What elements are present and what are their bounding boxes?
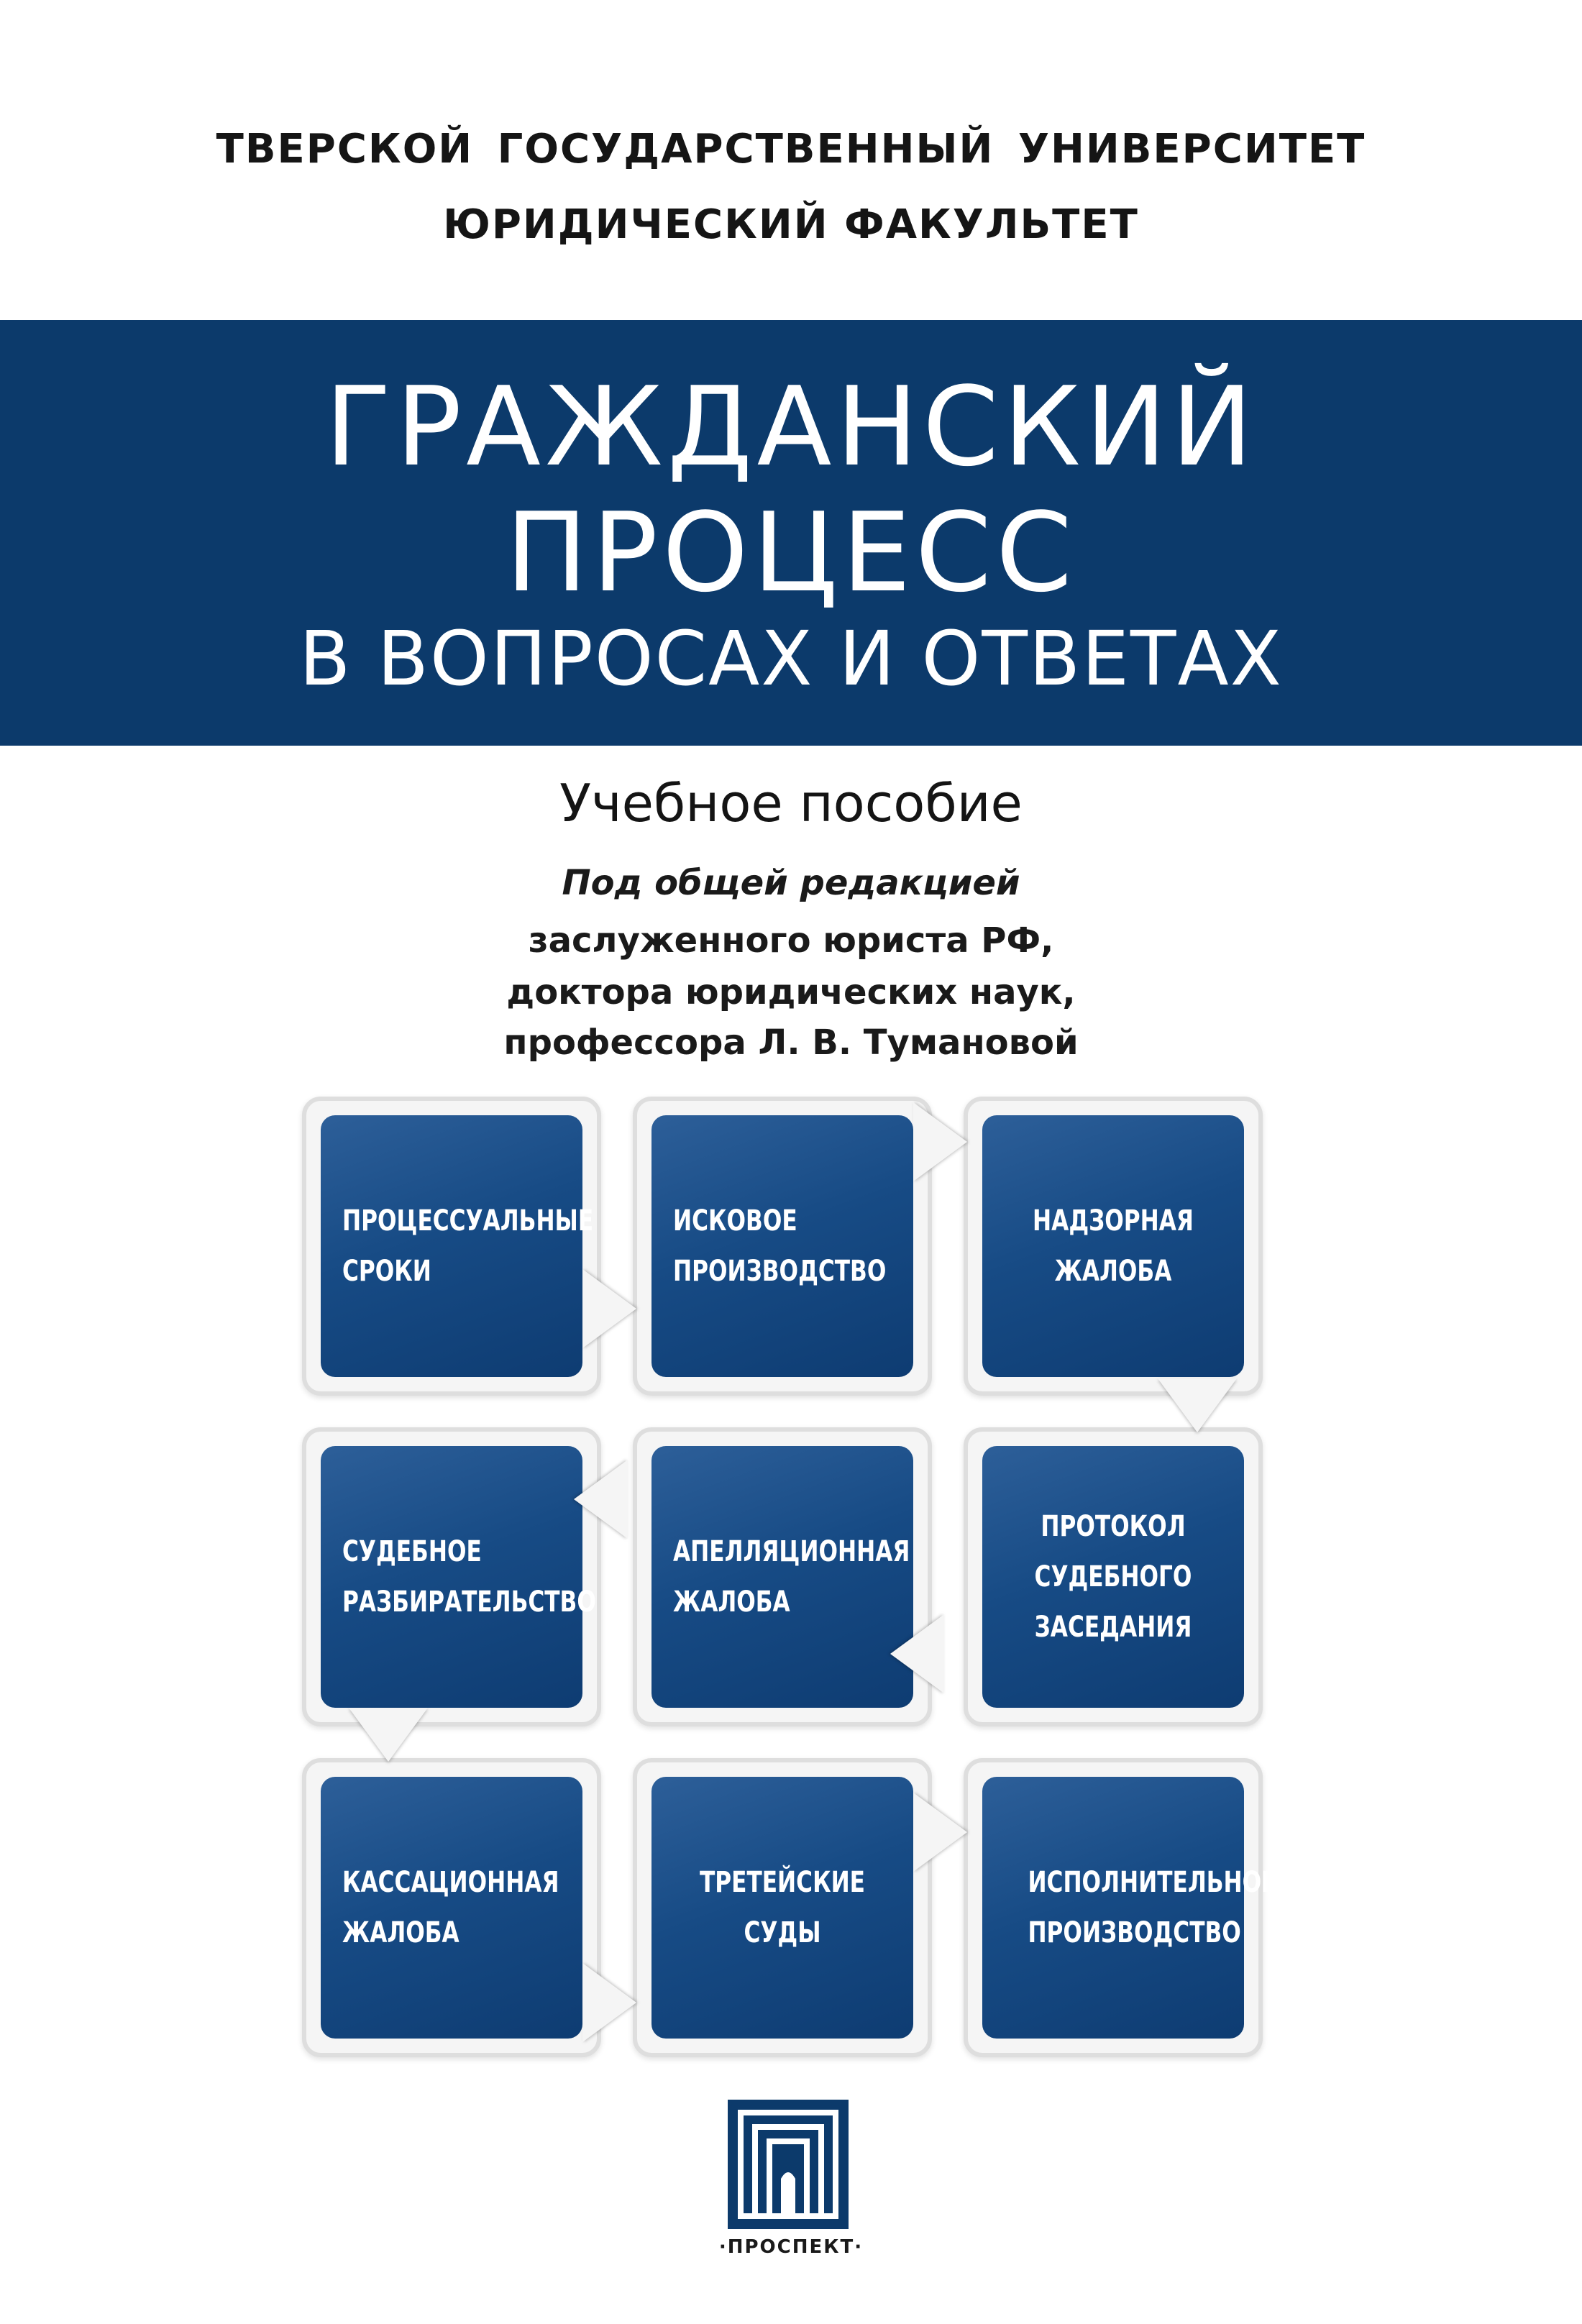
topic-label-line: ТРЕТЕЙСКИЕ СУДЫ	[699, 1866, 866, 1949]
topic-label-line: ИСПОЛНИТЕЛЬНОЕ	[1028, 1866, 1277, 1899]
topic-tile	[633, 1427, 932, 1726]
editor-line-1: Под общей редакцией	[562, 863, 1020, 903]
topic-label-line: ЖАЛОБА	[342, 1916, 459, 1949]
topic-label	[673, 1527, 910, 1627]
topic-label-line: ИСКОВОЕ	[673, 1204, 797, 1238]
topic-label	[1028, 1501, 1198, 1652]
topic-label	[1028, 1196, 1198, 1296]
topic-label-line: ЖАЛОБА	[673, 1586, 790, 1619]
arrow-down-icon	[349, 1708, 428, 1762]
arrow-right-icon	[582, 1963, 636, 2042]
publisher-name: ·ПРОСПЕКТ·	[718, 2236, 864, 2258]
arrow-right-icon	[913, 1793, 967, 1872]
editor-line-3: доктора юридических наук,	[506, 972, 1076, 1012]
arrow-left-icon	[574, 1460, 628, 1539]
topic-label	[697, 1857, 867, 1958]
arrow-right-icon	[582, 1269, 636, 1348]
book-subtitle: Учебное пособие	[559, 773, 1023, 833]
publisher-logo-icon	[728, 2100, 849, 2229]
topic-label-line: ПРОИЗВОДСТВО	[673, 1255, 887, 1288]
topic-label-line: РАЗБИРАТЕЛЬСТВО	[342, 1586, 596, 1619]
arrow-down-icon	[1158, 1378, 1237, 1432]
topic-label-line: НАДЗОРНАЯ	[1033, 1204, 1194, 1238]
editor-line-4: профессора Л. В. Тумановой	[503, 1023, 1079, 1063]
topic-grid	[302, 1097, 1280, 2069]
topic-tile	[964, 1427, 1263, 1726]
topic-label-line: ПРОТОКОЛ	[1041, 1510, 1186, 1543]
topic-tile	[302, 1097, 601, 1396]
topic-label	[342, 1857, 559, 1958]
topic-tile	[964, 1097, 1263, 1396]
topic-tile	[633, 1097, 932, 1396]
topic-tile	[302, 1427, 601, 1726]
book-title-line-2: ПРОЦЕСС	[506, 489, 1076, 616]
editor-line-2: заслуженного юриста РФ,	[528, 920, 1054, 961]
topic-label-line: ПРОЦЕССУАЛЬНЫЕ	[342, 1204, 594, 1238]
topic-label-line: СРОКИ	[342, 1255, 431, 1288]
topic-tile	[964, 1758, 1277, 2057]
book-title-line-3: В ВОПРОСАХ И ОТВЕТАХ	[299, 615, 1283, 703]
topic-label-line: СУДЕБНОЕ	[342, 1535, 482, 1568]
arrow-left-icon	[890, 1614, 944, 1693]
topic-tile	[633, 1758, 932, 2057]
topic-label	[673, 1196, 887, 1296]
topic-label-line: КАССАЦИОННАЯ	[342, 1866, 559, 1899]
topic-label-line: АПЕЛЛЯЦИОННАЯ	[673, 1535, 910, 1568]
topic-label	[342, 1196, 594, 1296]
topic-label	[342, 1527, 596, 1627]
topic-tile	[302, 1758, 601, 2057]
institution-name: ТВЕРСКОЙ ГОСУДАРСТВЕННЫЙ УНИВЕРСИТЕТ	[216, 126, 1366, 173]
topic-label-line: ЖАЛОБА	[1054, 1255, 1172, 1288]
topic-label-line: ЗАСЕДАНИЯ	[1034, 1611, 1192, 1644]
title-banner	[0, 320, 1582, 746]
book-title-line-1: ГРАЖДАНСКИЙ	[324, 363, 1258, 490]
topic-label-line: ПРОИЗВОДСТВО	[1028, 1916, 1241, 1949]
topic-label-line: СУДЕБНОГО	[1034, 1560, 1192, 1593]
arrow-right-icon	[913, 1102, 967, 1181]
topic-label	[1028, 1857, 1277, 1958]
faculty-name: ЮРИДИЧЕСКИЙ ФАКУЛЬТЕТ	[443, 201, 1139, 248]
